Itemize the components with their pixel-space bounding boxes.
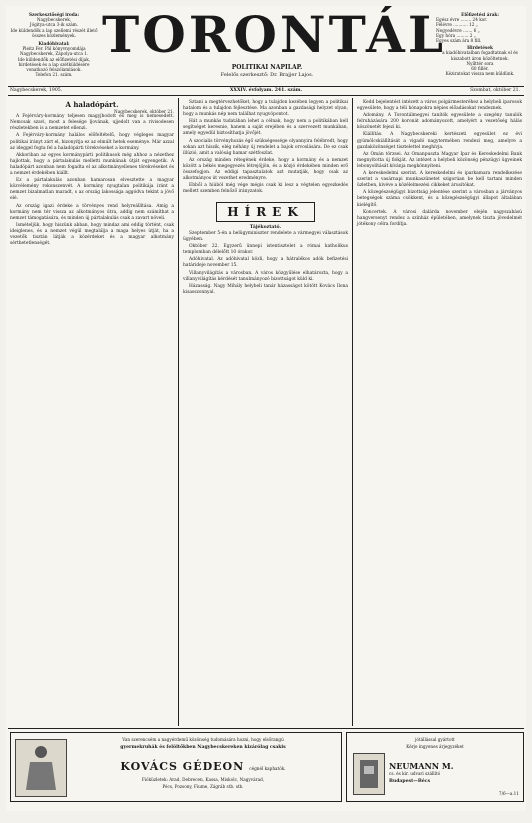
ad-brand-tail: cs. és kir. udvari szállító [389, 771, 441, 776]
dateline-volume: XXXIV. évfolyam. 241. szám. [229, 88, 303, 93]
column-2 [183, 100, 348, 297]
hirek-section-head [183, 201, 348, 222]
article-heading: A haladópárt. [65, 100, 119, 109]
advertising-line: Nyílttér sora [466, 60, 494, 66]
paragraph: Akkoriban az egyes kormánypárti politikusok még ahhoz a nézethez hajlottak, hogy a pártalakulás melletti munkának útját egyengetik. A haladópárt azonban nem fogadta el az alkotmányellenes törekvéseket és a nemzet érdekében kiállt. [10, 152, 174, 177]
hirek-title: HÍREK [216, 202, 315, 222]
column-1 [10, 100, 174, 248]
ad-brand-line [69, 755, 337, 774]
paragraph: Ebből a hiúból még vége mégis csak ki lesz a végtelen egyezkedés mellett szemben felnőző irányzatok. [183, 183, 348, 195]
newspaper-page [6, 6, 526, 811]
advertising-heading: Hirdetések [467, 45, 493, 51]
dateline-rule-top [8, 86, 524, 87]
ad-city: Budapest—Bécs [389, 779, 431, 784]
ad-text-line: Van szerencsém a nagyérdemű közönség tudomására hozni, hogy elsőrangú [122, 737, 284, 742]
masthead-title: TORONTÁL [102, 6, 446, 64]
news-item: Villanyvilágítás a városban. A város közgyűlése elhatározta, hogy a villanyvilágítás kérdését tanulmányozó bizottságot küld ki. [183, 270, 348, 282]
dateline-place: Nagybecskerek, 1905. [10, 88, 63, 93]
ad-text-line: gyermekruhák és felöltőkben Nagybecskereken kizárólag csakis [120, 745, 286, 750]
masthead-subtitle: POLITIKAI NAPILAP. [231, 64, 303, 71]
figure-icon [16, 740, 66, 796]
publisher-line: Ide küldendők az előfizetési díjak, hirdetések és a lap szétküldésére vonatkozó felszólamlások. [17, 56, 91, 73]
subscription-heading: Előfizetési árak: [461, 12, 499, 17]
news-item: Házasság. Nagy Mihály helybeli tanár házasságot kötött Kovács Ilona kisasszonnyal. [183, 283, 348, 295]
price-line: Egyes szám ára 8 fill. [436, 38, 482, 44]
print-mark: 7/6—a.11 [498, 791, 519, 796]
price-line: Félévre ........... 12 „ [436, 22, 478, 28]
product-illustration [353, 753, 385, 795]
editorial-office-heading: Szerkesztőségi iroda: [28, 12, 80, 17]
ad-brand-tail: cégnél kaphatók. [249, 766, 286, 771]
news-item: Adóhivatal. Az adóhivatal közli, hogy a hátralékos adók befizetési határideje november 15. [183, 257, 348, 269]
editorial-line: Jógitya-utca 3-ik szám. [29, 22, 79, 28]
paragraph: Ismételjük, hogy hiszünk abban, hogy mindaz ami eddig történt, csak ideiglenes, és a nemzet végül megtalálja a maga helyes útját, ha a vezetők tisztán látják a közérdeket és a magyar alkotmány sérthetetlenségét. [10, 222, 174, 247]
price-line: Negyedévre ....... 6 „ [436, 27, 480, 33]
paragraph: Hát a munkás tudatában lehet a célnak, hogy nem a politikában kell segítséget keresnie, hanem a saját erejében és a szervezett munkában, amely egyedül biztosíthatja jövőjét. [183, 119, 348, 137]
ad-brand: NEUMANN M. [389, 761, 454, 771]
news-item: A közegészségügyi bizottság jelentése szerint a városban a járványos betegségek száma csökkent, és a közegészségügyi állapot általában kielégítő. [357, 190, 522, 208]
column-3 [357, 100, 522, 229]
news-item: Szeptember 5-én a belügyminiszter rendelete a vármegyei választások ügyében. [183, 231, 348, 243]
news-item: Koncertek. A városi dalárda november elején nagyszabású hangversenyt rendez a színház épületében, amelynek tiszta jövedelmét jótékony célra fordítja. [357, 209, 522, 227]
publisher-line: Pleitz Fer. Pál könyvnyomdája Nagybecskerek, Zápolya-utca 1. [19, 46, 89, 57]
paragraph: Ez a pártalakulás azonban hamarosan elvesztette a magyar közvélemény rokonszenvét. A kormány nyugtalan politikája iránt a nemzet bizalmatlan maradt, s az ország lakossága aggódva tekint a jövő elé. [10, 178, 174, 202]
advertisement-neumann [346, 732, 524, 802]
hirek-items [183, 231, 348, 296]
paragraph: A Fejérváry-kormány teljesen magyjhodott es meg is nemesedett. Nemcsak szavi, most a felesége ljovának, ujjedolt van a rivisodesen részletekben is a nemzetet ellenzi. [10, 114, 174, 132]
news-item: Kedd bejelentést intézett a város polgármesteréhez a helybeli iparosok egyesülete, hogy a téli hónapokra népies előadásokat rendeznek. [357, 100, 522, 112]
news-item: A kereskedelmi szerint. A kereskedelmi és iparkamara rendelkezése szerint a vasárnapi munkaszünetet szigorúan be kell tartani minden üzletben, kivéve a közélelmezési cikkeket árusítókat. [357, 171, 522, 189]
local-news [357, 100, 522, 228]
column-divider [352, 98, 353, 726]
column-divider [178, 98, 179, 726]
paragraph: Az ország minden rétegének érdeke, hogy a kormány és a nemzet között a békés megegyezés létrejöjjön, és a közjó érdekében minden erő összefogjon. Az eddigi tapasztalatok azt mutatják, hogy csak az alkotmányos út vezethet eredményre. [183, 157, 348, 182]
ad-footer-line: Pécs, Pozsony, Fiume, Zágráb stb. stb. [162, 784, 244, 789]
editorial-line: Ide küldendők a lap szellemi részét illető összes közlemények. [10, 27, 98, 38]
news-item: Október 22. Egyzerű ünnepi istentisztelet a római katholikus templomban délelőtt 10 órakor. [183, 244, 348, 256]
clothing-illustration [15, 739, 67, 797]
publisher-heading: Kiadóhivatal: [38, 41, 70, 47]
dateline-day: Szombat, október 21. [470, 88, 520, 93]
news-item: Az Omán törzsei. Az Omanpuszta Magyar Ipar és Kereskedelmi Bank megnyitotta új fiókját. Az intézet a helybeli közönség pénzügyi ügyeinek lebonyolítását kívánja megkönnyíteni. [357, 151, 522, 169]
ad-footer-line: Fióküzletek: Arad, Debrecen, Kassa, Miskolc, Nagyvárad, [141, 777, 265, 782]
masthead-right-info [436, 12, 524, 76]
price-line: Egy hóra ......... 2 „ [436, 32, 476, 38]
publisher-line: Telefon 21. szám. [35, 72, 73, 78]
advertisement-clothing [10, 732, 342, 802]
ad-text-line: jótállással gyártott [415, 737, 455, 742]
ad-text-line: Kérje ingyenes árjegyzéket [406, 744, 464, 749]
stove-icon [354, 754, 384, 794]
editorial-line: Nagybecskerek, [36, 17, 72, 23]
paragraph: Sztani a megtérvezhetőket, hogy a tulajdon kezében legyen a politikai hatalom és a tulajdon fejlesztése. Ma azonban a gazdasági helyzet olyan, hogy a munkás nép nem találhat nyugvópontot. [183, 100, 348, 118]
ad-brand: KOVÁCS GÉDEON [120, 760, 245, 773]
price-line: Egész évre ........ 24 kor. [436, 17, 488, 23]
paragraph: A Fejérváry-kormány halálos előfeltételű, hogy végleges magyar politikai irányt zárt el, bizonyítja ez az elmúlt hetek eseménye. Már azzal az ideggel fogta fel a haladópárti törekvéseket a kormány. [10, 133, 174, 151]
ad-band-rule [8, 728, 524, 729]
paragraph: A szocialis törvényhozás égő szükségessége olyannyira felébredt, hogy sokan azt hiszik, elég néhány új rendelet a bajok orvoslására. De ez csak illúzió, amit a valóság hamar szétfoszlat. [183, 138, 348, 156]
news-item: Adomány. A Torontálmegyei tanítók egyesülete a szegény tanulók felruházására 200 koronát adományozott, amelyért a vezetőség hálás köszönetét fejezi ki. [357, 113, 522, 131]
paragraph: Az ország igazi érdeke a törvényes rend helyreállítása. Amíg a kormány nem tér vissza az alkotmányos útra, addig nem számíthat a nemzet támogatására, és minden új pártalakulás csak a zavart növeli. [10, 203, 174, 221]
advertising-line: Kéziratokat vissza nem küldünk. [445, 71, 515, 77]
masthead-editor: Felelős szerkesztő: Dr. Brajjer Lajos. [220, 72, 314, 78]
advertising-line: 60 fillér. [471, 66, 489, 72]
news-item: Kiállítás. A Nagybecskereki kertészeti egyesület ez évi gyümölcskiállítását a vigadó nagytermében rendezi meg, amelyre a gazdaközönséget tisztelettel meghívja. [357, 132, 522, 150]
article-continuation [183, 100, 348, 195]
advertising-line: a kiadóhivatalban fogadtatnak el és kiszabott áron közöltetnek. [442, 50, 518, 61]
masthead-left-info [10, 12, 98, 77]
article-body [10, 114, 174, 247]
hirek-subhead: Tájékoztató. [249, 225, 282, 231]
article-dateline: Nagybecskerek, október 21. [114, 109, 174, 114]
dateline-rule-bottom [8, 95, 524, 96]
